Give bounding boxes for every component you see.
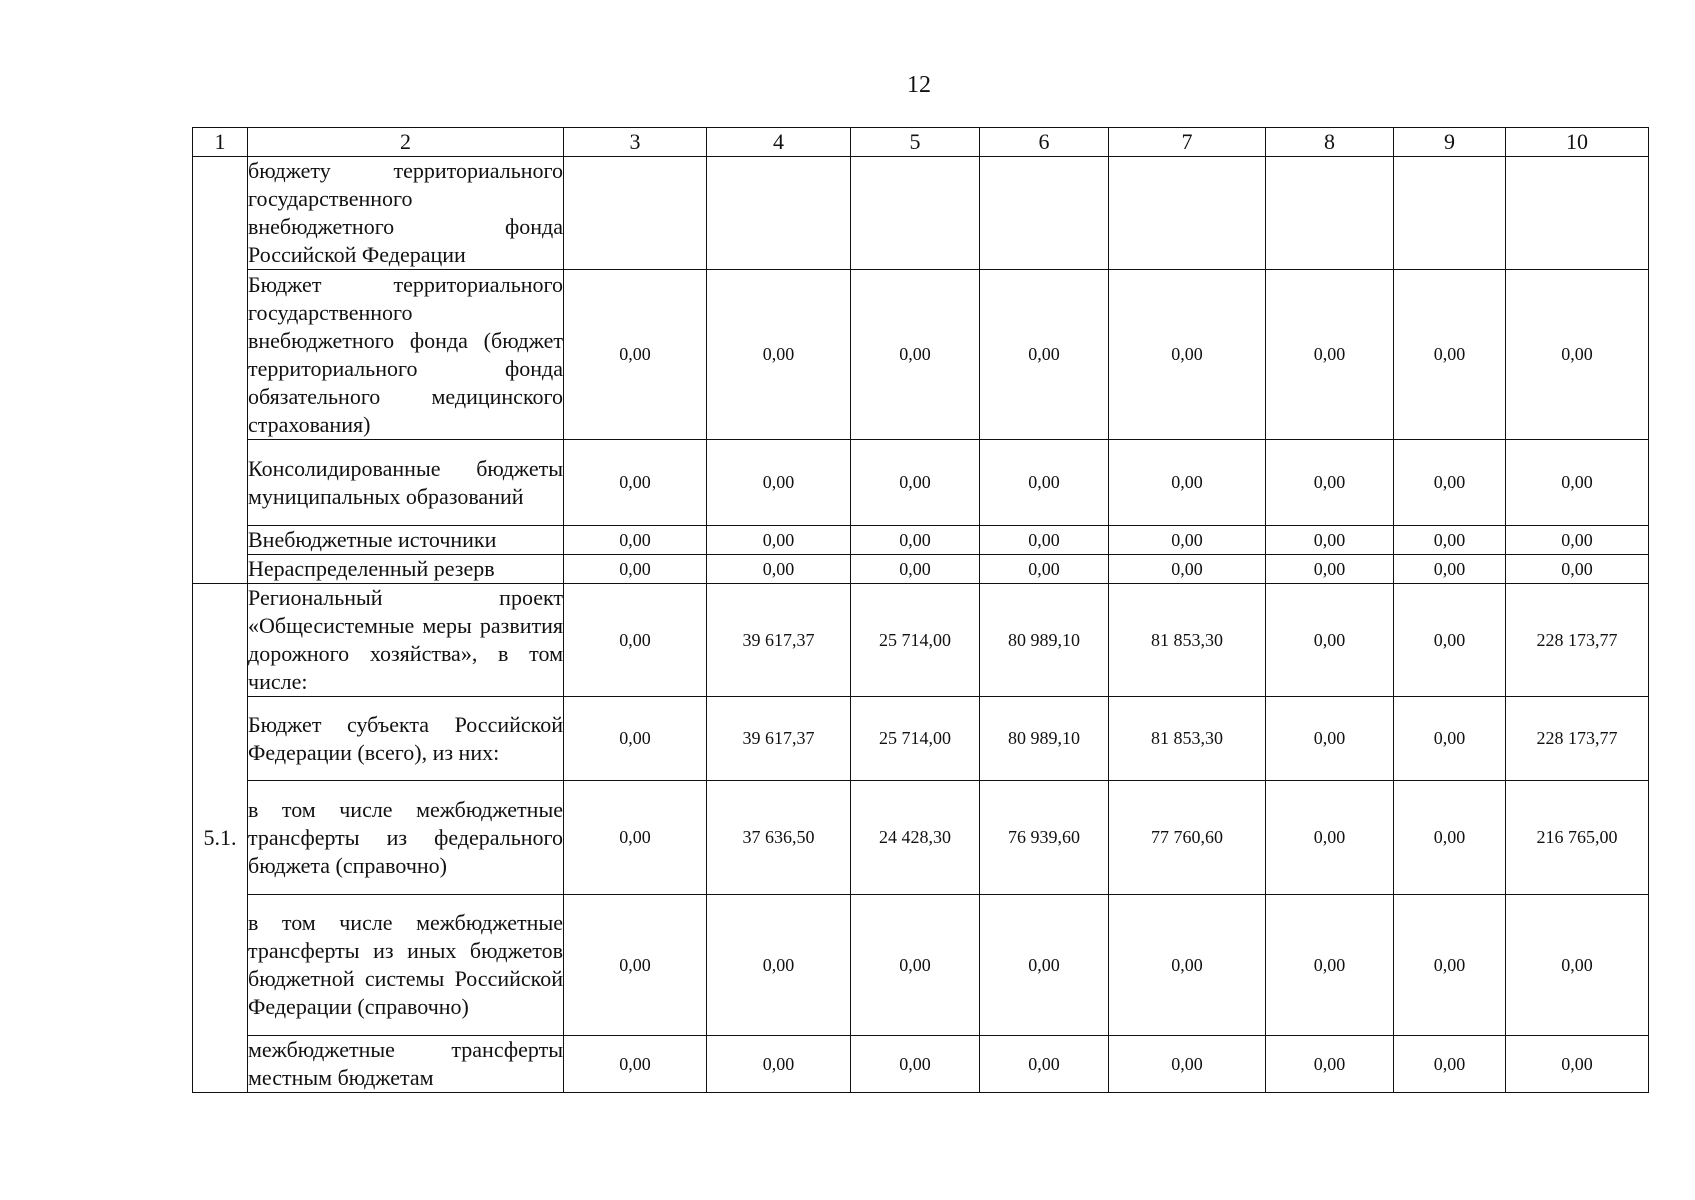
value-cell: 0,00 [980, 555, 1109, 584]
row-label: в том числе межбюджетные трансферты из иных бюджетов бюджетной системы Российской Федерации (справочно) [248, 895, 564, 1036]
value-cell: 39 617,37 [707, 697, 851, 781]
header-cell: 3 [564, 128, 707, 157]
value-cell: 0,00 [1109, 270, 1266, 440]
value-cell: 0,00 [707, 555, 851, 584]
value-cell: 25 714,00 [851, 697, 980, 781]
value-cell: 0,00 [1109, 526, 1266, 555]
value-cell: 39 617,37 [707, 584, 851, 697]
table-row [193, 584, 1649, 697]
value-cell: 0,00 [1266, 1036, 1394, 1093]
value-cell: 0,00 [564, 555, 707, 584]
header-cell: 10 [1506, 128, 1649, 157]
row-label: межбюджетные трансферты местным бюджетам [248, 1036, 564, 1093]
value-cell: 0,00 [980, 1036, 1109, 1093]
header-cell: 1 [193, 128, 248, 157]
value-cell: 0,00 [1506, 526, 1649, 555]
table-row [193, 157, 1649, 270]
value-cell: 0,00 [564, 697, 707, 781]
header-cell: 6 [980, 128, 1109, 157]
page-number: 12 [907, 72, 931, 98]
value-cell: 0,00 [851, 555, 980, 584]
value-cell: 0,00 [1266, 270, 1394, 440]
value-cell: 0,00 [564, 270, 707, 440]
value-cell: 216 765,00 [1506, 781, 1649, 895]
row-label: бюджету территориального государственного внебюджетного фонда Российской Федерации [248, 157, 564, 270]
value-cell [564, 157, 707, 270]
value-cell: 0,00 [1394, 1036, 1506, 1093]
table-row [193, 781, 1649, 895]
row-label: Нераспределенный резерв [248, 555, 564, 584]
header-cell: 9 [1394, 128, 1506, 157]
value-cell: 0,00 [851, 270, 980, 440]
header-cell: 2 [248, 128, 564, 157]
value-cell: 0,00 [1109, 555, 1266, 584]
value-cell: 0,00 [851, 1036, 980, 1093]
value-cell: 0,00 [1266, 781, 1394, 895]
value-cell: 0,00 [980, 440, 1109, 526]
value-cell: 0,00 [707, 440, 851, 526]
value-cell: 228 173,77 [1506, 584, 1649, 697]
value-cell: 0,00 [1266, 584, 1394, 697]
table-header-row [193, 128, 1649, 157]
table-row [193, 440, 1649, 526]
value-cell: 0,00 [1394, 781, 1506, 895]
value-cell [1506, 157, 1649, 270]
value-cell: 0,00 [851, 526, 980, 555]
value-cell: 228 173,77 [1506, 697, 1649, 781]
row-label: Бюджет субъекта Российской Федерации (всего), из них: [248, 697, 564, 781]
value-cell: 0,00 [1506, 555, 1649, 584]
value-cell: 0,00 [980, 526, 1109, 555]
value-cell: 0,00 [1394, 697, 1506, 781]
value-cell: 0,00 [1109, 440, 1266, 526]
value-cell [980, 157, 1109, 270]
value-cell: 0,00 [1506, 440, 1649, 526]
header-cell: 8 [1266, 128, 1394, 157]
row-label: Консолидированные бюджеты муниципальных образований [248, 440, 564, 526]
header-cell: 4 [707, 128, 851, 157]
row-label: в том числе межбюджетные трансферты из федерального бюджета (справочно) [248, 781, 564, 895]
row-label: Внебюджетные источники [248, 526, 564, 555]
value-cell: 0,00 [980, 270, 1109, 440]
value-cell: 0,00 [980, 895, 1109, 1036]
row-number-cell [193, 157, 248, 584]
value-cell: 0,00 [1394, 440, 1506, 526]
value-cell: 0,00 [1394, 526, 1506, 555]
value-cell: 0,00 [707, 526, 851, 555]
value-cell: 24 428,30 [851, 781, 980, 895]
value-cell: 0,00 [1109, 1036, 1266, 1093]
value-cell: 0,00 [707, 1036, 851, 1093]
value-cell: 80 989,10 [980, 584, 1109, 697]
header-cell: 7 [1109, 128, 1266, 157]
value-cell: 81 853,30 [1109, 697, 1266, 781]
value-cell: 0,00 [1506, 270, 1649, 440]
value-cell: 0,00 [564, 781, 707, 895]
value-cell [707, 157, 851, 270]
value-cell: 0,00 [1266, 526, 1394, 555]
value-cell: 0,00 [707, 895, 851, 1036]
value-cell: 0,00 [1394, 555, 1506, 584]
value-cell: 0,00 [1394, 584, 1506, 697]
value-cell: 0,00 [564, 526, 707, 555]
value-cell: 0,00 [564, 584, 707, 697]
row-label: Региональный проект «Общесистемные меры развития дорожного хозяйства», в том числе: [248, 584, 564, 697]
value-cell: 0,00 [1266, 440, 1394, 526]
value-cell [851, 157, 980, 270]
value-cell: 0,00 [564, 1036, 707, 1093]
value-cell [1109, 157, 1266, 270]
row-number-cell [193, 584, 248, 1093]
value-cell: 80 989,10 [980, 697, 1109, 781]
value-cell: 0,00 [1109, 895, 1266, 1036]
table-row [193, 555, 1649, 584]
value-cell: 0,00 [1394, 895, 1506, 1036]
value-cell: 0,00 [1394, 270, 1506, 440]
row-label: Бюджет территориального государственного внебюджетного фонда (бюджет территориального фонда обязательного медицинского страхования) [248, 270, 564, 440]
table-row [193, 1036, 1649, 1093]
value-cell: 37 636,50 [707, 781, 851, 895]
header-cell: 5 [851, 128, 980, 157]
budget-table [192, 127, 1649, 1093]
row-number: 5.1. [203, 825, 237, 850]
value-cell: 81 853,30 [1109, 584, 1266, 697]
value-cell: 0,00 [1506, 1036, 1649, 1093]
value-cell: 76 939,60 [980, 781, 1109, 895]
value-cell: 77 760,60 [1109, 781, 1266, 895]
value-cell: 0,00 [564, 895, 707, 1036]
value-cell: 0,00 [564, 440, 707, 526]
value-cell: 0,00 [851, 895, 980, 1036]
value-cell: 0,00 [1266, 555, 1394, 584]
value-cell: 0,00 [1266, 895, 1394, 1036]
value-cell: 0,00 [851, 440, 980, 526]
value-cell: 0,00 [1266, 697, 1394, 781]
table-row [193, 895, 1649, 1036]
value-cell: 0,00 [1506, 895, 1649, 1036]
value-cell [1394, 157, 1506, 270]
value-cell: 25 714,00 [851, 584, 980, 697]
table-row [193, 697, 1649, 781]
table-row [193, 526, 1649, 555]
value-cell [1266, 157, 1394, 270]
value-cell: 0,00 [707, 270, 851, 440]
table-row [193, 270, 1649, 440]
